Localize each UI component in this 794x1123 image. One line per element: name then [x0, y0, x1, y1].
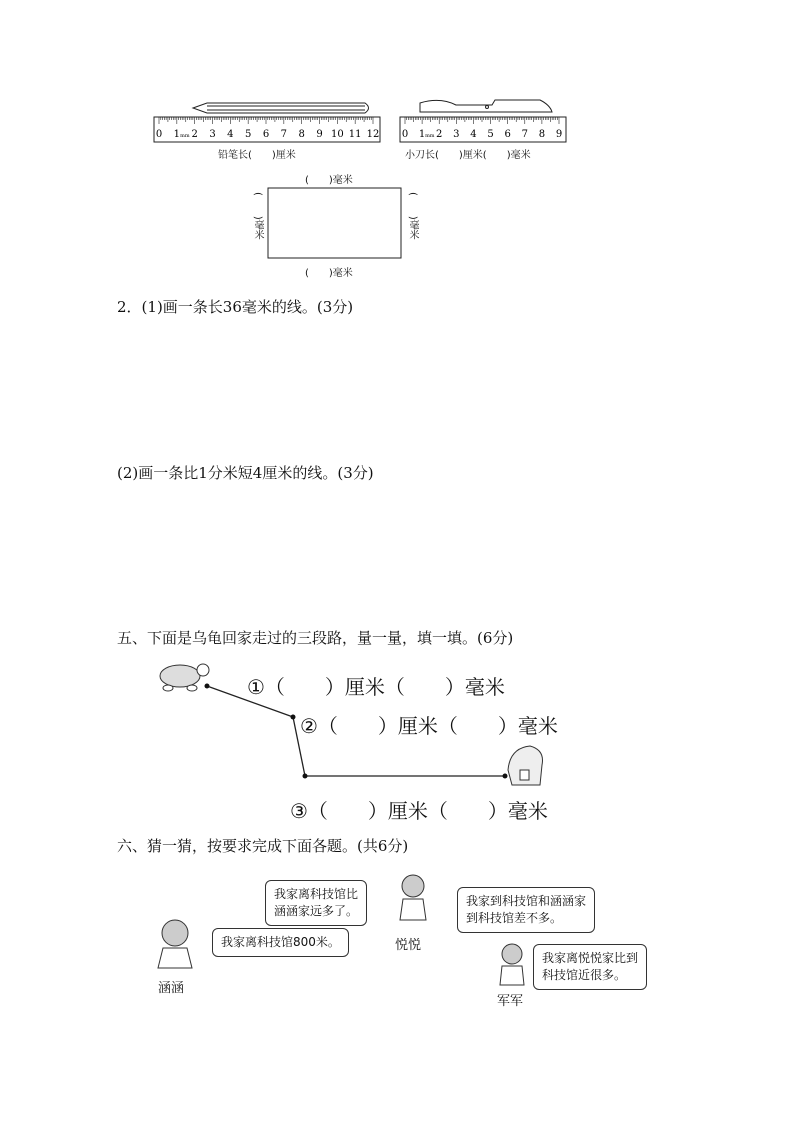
yueyue-name: 悦悦: [395, 938, 422, 953]
rect-bottom-label: ( )毫米: [305, 268, 353, 279]
junjun-speech1-line2: 到科技馆差不多。: [466, 911, 563, 925]
question-2-2: (2)画一条比1分米短4厘米的线。(3分): [117, 464, 374, 482]
ruler-tick-label: 0: [155, 129, 163, 140]
junjun-name: 军军: [497, 994, 524, 1009]
ruler-unit-mark: mm: [425, 133, 435, 139]
rect-right-label: ( )毫米: [407, 192, 418, 240]
ruler-unit-mark: mm: [180, 133, 190, 139]
ruler-tick-label: 5: [487, 129, 494, 140]
hanhan-avatar: [158, 920, 192, 968]
ruler-tick-label: 3: [209, 129, 216, 140]
ruler-9cm: [400, 117, 566, 142]
junjun-speech2-line2: 科技馆近很多。: [542, 968, 627, 982]
ruler-tick-label: 8: [538, 129, 546, 140]
ruler-tick-label: 1: [418, 129, 426, 140]
rect-top-label: ( )毫米: [305, 175, 353, 186]
ruler-tick-label: 4: [227, 129, 234, 140]
ruler-tick-label: 8: [298, 129, 305, 140]
ruler-tick-label: 12: [366, 129, 380, 140]
junjun-speech2-line1: 我家离悦悦家比到: [542, 951, 639, 965]
question-2-1: 2．(1)画一条长36毫米的线。(3分): [117, 298, 354, 316]
ruler-tick-label: 10: [330, 129, 344, 140]
knife-length-label: 小刀长( )厘米( )毫米: [405, 150, 531, 161]
ruler-tick-label: 2: [436, 129, 443, 140]
pencil-length-label: 铅笔长( )厘米: [218, 150, 296, 161]
junjun-speech-bubble-1: [457, 887, 595, 933]
hanhan-speech: 我家离科技馆800米。: [221, 935, 340, 949]
ruler-tick-label: 4: [470, 129, 477, 140]
ruler-tick-label: 5: [244, 129, 252, 140]
ruler-tick-label: 0: [401, 129, 409, 140]
segment-3-answer: ③（ ）厘米（ ）毫米: [290, 799, 548, 823]
question-5-title: 五、下面是乌龟回家走过的三段路，量一量，填一填。(6分): [117, 629, 514, 647]
ruler-tick-label: 1: [173, 129, 181, 140]
pencil-drawing: [193, 103, 369, 113]
yueyue-speech-line2: 涵涵家远多了。: [274, 904, 359, 918]
knife-drawing: [420, 100, 552, 112]
junjun-avatar: [500, 944, 524, 985]
rect-left-label: ( )毫米: [252, 192, 263, 240]
ruler-tick-label: 6: [504, 129, 511, 140]
yueyue-speech-line1: 我家离科技馆比: [274, 887, 359, 901]
ruler-12cm: [154, 117, 380, 142]
junjun-speech-bubble-2: [533, 944, 647, 990]
ruler-tick-label: 6: [262, 129, 270, 140]
question-6-title: 六、猜一猜，按要求完成下面各题。(共6分): [117, 837, 409, 855]
ruler-tick-label: 7: [521, 129, 528, 140]
ruler-tick-label: 9: [316, 129, 323, 140]
ruler-tick-label: 3: [453, 129, 460, 140]
ruler-tick-label: 2: [191, 129, 198, 140]
hanhan-speech-bubble: [212, 928, 349, 957]
segment-1-answer: ①（ ）厘米（ ）毫米: [247, 675, 505, 699]
measure-rectangle: [268, 188, 401, 258]
ruler-tick-label: 7: [280, 129, 288, 140]
ruler-tick-label: 9: [555, 129, 563, 140]
yueyue-speech-bubble: [265, 880, 367, 926]
ruler-tick-label: 11: [348, 129, 362, 140]
turtle-icon: [160, 664, 209, 691]
segment-2-answer: ②（ ）厘米（ ）毫米: [300, 714, 558, 738]
junjun-speech1-line1: 我家到科技馆和涵涵家: [466, 894, 587, 908]
house-icon: [508, 746, 543, 785]
yueyue-avatar: [400, 875, 426, 920]
hanhan-name: 涵涵: [158, 981, 185, 996]
